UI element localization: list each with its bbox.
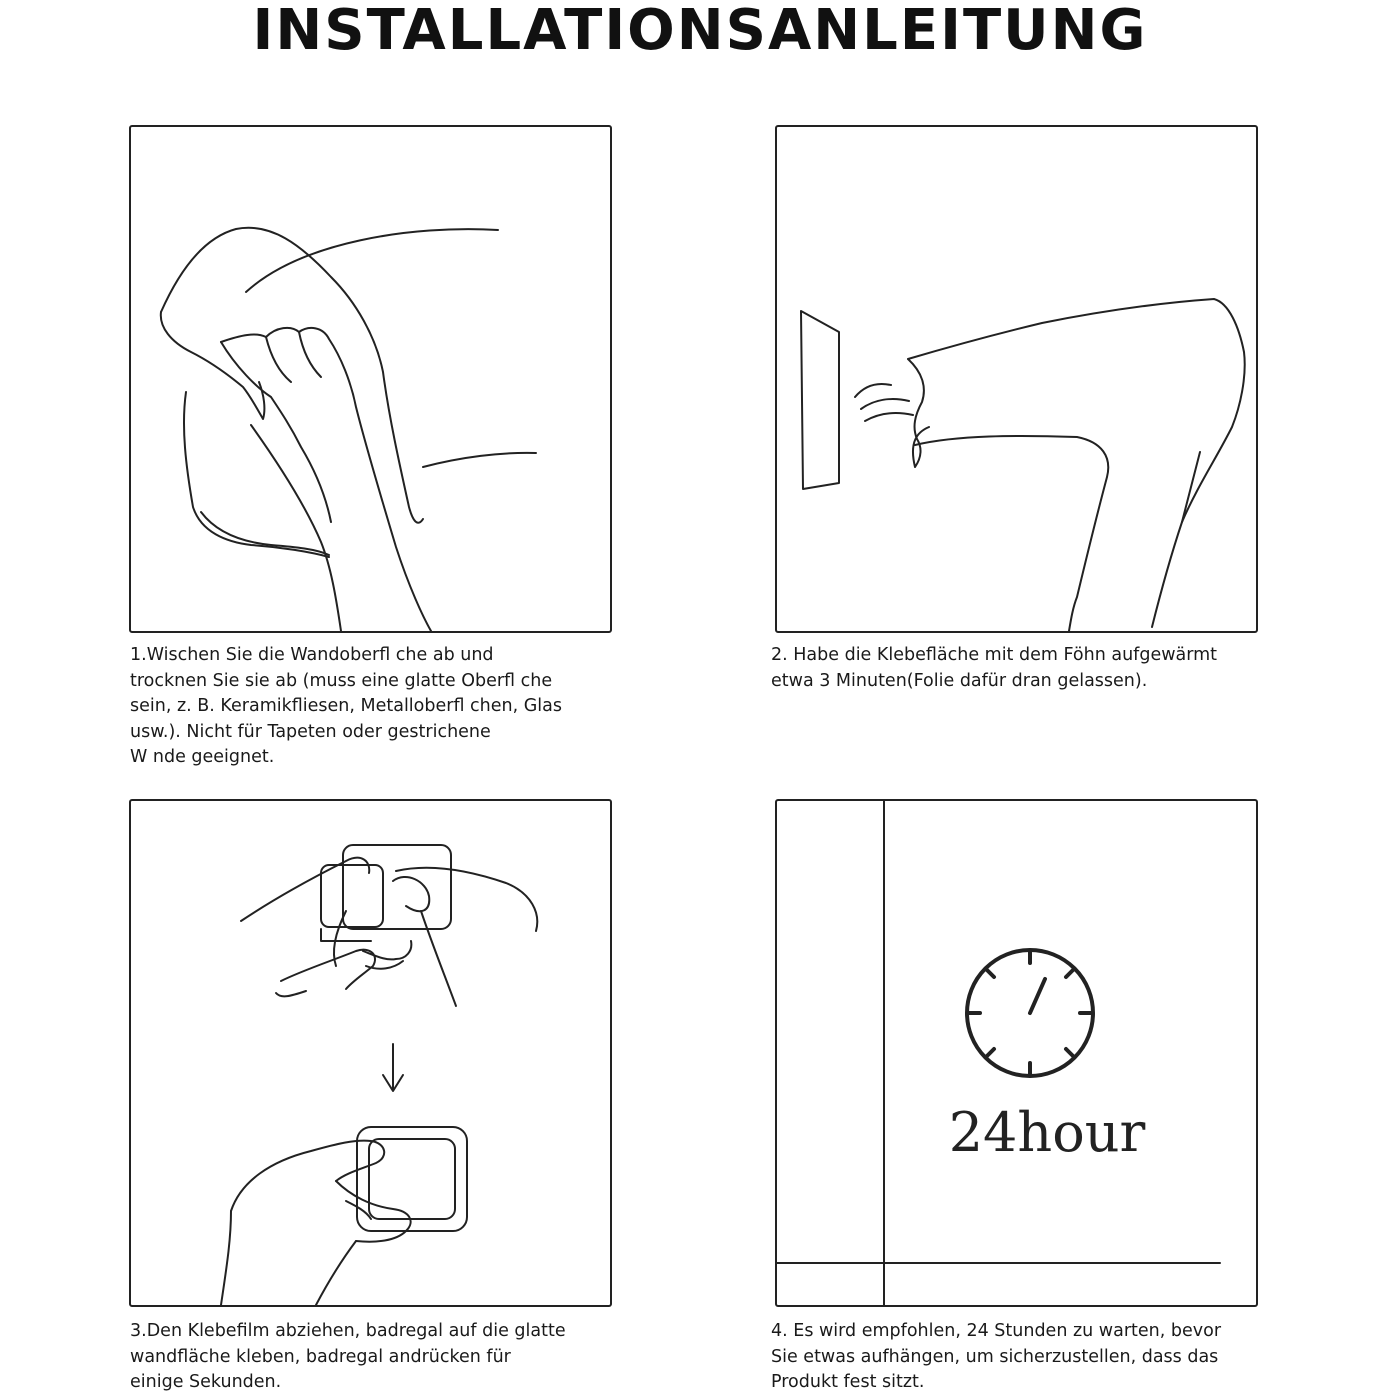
- step-2-caption: 2. Habe die Klebefläche mit dem Föhn aufgewärmt etwa 3 Minuten(Folie dafür dran gelassen).: [771, 645, 1218, 691]
- step-2-illustration: [775, 125, 1258, 633]
- clock-icon: [967, 950, 1093, 1076]
- hair-dryer-heating-pad-icon: [777, 127, 1256, 631]
- page-title: INSTALLATIONSANLEITUNG: [252, 0, 1148, 63]
- step-4-illustration: [775, 799, 1258, 1307]
- step-1-caption: 1.Wischen Sie die Wandoberfl che ab und trocknen Sie sie ab (muss eine glatte Oberfl che sein, z. B. Keramikfliesen, Metalloberfl chen, Glas usw.). Nicht für Tapeten oder gestrichene W nde geeignet.: [130, 645, 562, 767]
- step-3-illustration: [129, 799, 612, 1307]
- step-1-illustration: [129, 125, 612, 633]
- clock-illustration: [777, 801, 1256, 1305]
- clock-label: 24hour: [948, 1101, 1146, 1164]
- peel-and-press-adhesive-icon: [131, 801, 610, 1305]
- hand-wiping-wall-icon: [131, 127, 610, 631]
- step-3-caption: 3.Den Klebefilm abziehen, badregal auf die glatte wandfläche kleben, badregal andrücken für einige Sekunden.: [130, 1321, 566, 1392]
- step-4-caption: 4. Es wird empfohlen, 24 Stunden zu warten, bevor Sie etwas aufhängen, um sicherzustellen, dass das Produkt fest sitzt.: [771, 1321, 1222, 1392]
